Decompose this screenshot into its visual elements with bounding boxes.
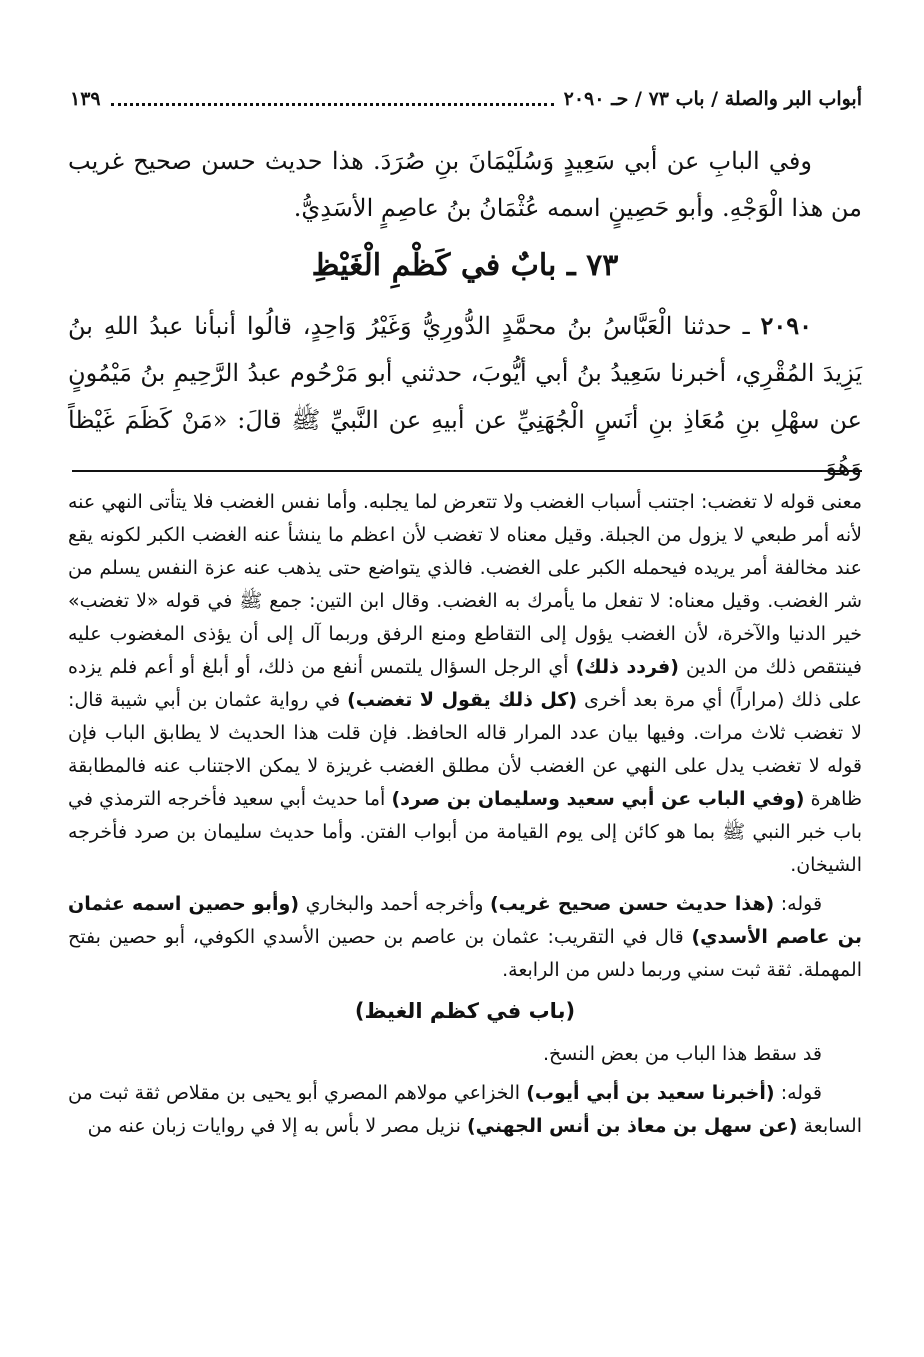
- page-number: ١٣٩: [70, 88, 101, 110]
- note-paragraph: [68, 888, 862, 987]
- note-text: قوله:: [780, 893, 823, 915]
- hadith-number: ٢٠٩٠: [760, 311, 812, 340]
- note-text: في رواية عثمان بن أبي شيبة قال: لا تغضب ثلاث مرات. وفيها بيان عدد المرار قاله الحافظ. فإن قلت هذا الحديث لا يطابق الباب فإن قوله لا تغضب يدل على النهي عن الغضب لأن مطلق الغضب غريزة لا يمكن الاجتناب عنه فالمطابقة ظاهرة: [68, 689, 863, 810]
- running-header: [70, 82, 862, 116]
- note-quote: (وأبو حصين اسمه عثمان بن عاصم الأسدي): [68, 893, 862, 948]
- note-quote: (هذا حديث حسن صحيح غريب): [490, 893, 775, 915]
- note-quote: (وفي الباب عن أبي سعيد وسليمان بن صرد): [391, 788, 805, 810]
- note-quote: (كل ذلك يقول لا تغضب): [347, 689, 578, 711]
- commentary-notes: [68, 486, 862, 1149]
- note-quote: (أخبرنا سعيد بن أبي أيوب): [526, 1082, 775, 1104]
- hadith-paragraph: [68, 302, 862, 491]
- note-quote: (فردد ذلك): [575, 656, 679, 678]
- main-text: [68, 138, 862, 491]
- note-text: وأخرجه أحمد والبخاري: [305, 893, 484, 915]
- note-text: معنى قوله لا تغضب: اجتنب أسباب الغضب ولا تتعرض لما يجلبه. وأما نفس الغضب فلا يتأتى النهي عنه لأنه أمر طبعي لا يزول من الجبلة. وقيل معناه لا تغضب لأن اعظم ما ينشأ عنه الغضب الكبر لكونه يقع عند مخالفة أمر يريده فيحمله الكبر على الغضب. فالذي يتواضع حتى يذهب عنه عزة النفس يسلم من شر الغضب. وقيل معناه: لا تفعل ما يأمرك به الغضب. وقال ابن التين: جمع ﷺ في قوله «لا تغضب» خير الدنيا والآخرة، لأن الغضب يؤول إلى التقاطع ومنع الرفق وربما آل إلى أن يؤذى المغضوب عليه فينتقص ذلك من الدين: [68, 491, 863, 678]
- note-section-title: (باب في كظم الغيظ): [354, 999, 576, 1023]
- note-paragraph: [68, 1077, 862, 1143]
- note-quote: (عن سهل بن معاذ بن أنس الجهني): [466, 1115, 798, 1137]
- footnote-divider: [72, 470, 862, 472]
- header-dot-leader: [111, 93, 554, 106]
- header-title: أبواب البر والصلة / باب ٧٣ / حـ ٢٠٩٠: [563, 88, 862, 110]
- note-paragraph: [68, 486, 862, 882]
- note-paragraph: قد سقط هذا الباب من بعض النسخ.: [542, 1043, 822, 1065]
- note-text: نزيل مصر لا بأس به إلا في روايات زبان عنه من: [87, 1115, 461, 1137]
- note-text: أما حديث أبي سعيد فأخرجه الترمذي في باب خبر النبي ﷺ بما هو كائن إلى يوم القيامة من أبواب الفتن. وأما حديث سليمان بن صرد فأخرجه الشيخان.: [68, 788, 862, 876]
- hadith-text: ـ حدثنا الْعَبَّاسُ بنُ محمَّدٍ الدُّورِيُّ وَغَيْرُ وَاحِدٍ، قالُوا أنبأنا عبدُ اللهِ بنُ يَزِيدَ المُقْرِي، أخبرنا سَعِيدُ بنُ أبي أيُّوبَ، حدثني أبو مَرْحُوم عبدُ الرَّحِيمِ بنُ مَيْمُونٍ عن سهْلِ بنِ مُعَاذِ بنِ أنَسٍ الْجُهَنِيِّ عن أبيهِ عن النَّبيِّ ﷺ قالَ: «مَنْ كَظَمَ غَيْظاً وَهُوَ: [68, 312, 862, 481]
- note-text: قوله:: [780, 1082, 822, 1104]
- note-text: الخزاعي مولاهم المصري أبو يحيى بن مقلاص ثقة ثبت من السابعة: [68, 1082, 862, 1137]
- main-paragraph: وفي البابِ عن أبي سَعِيدٍ وَسُلَيْمَانَ بنِ صُرَدَ. هذا حديث حسن صحيح غريب من هذا الْوَجْهِ. وأبو حَصِينٍ اسمه عُثْمَانُ بنُ عاصِمٍ الأسَدِيُّ.: [68, 147, 862, 222]
- note-text: أي الرجل السؤال يلتمس أنفع من ذلك، أو أبلغ أو أعم فلم يزده على ذلك (مراراً) أي مرة بعد أخرى: [68, 656, 862, 711]
- chapter-title: ٧٣ ـ بابٌ في كَظْمِ الْغَيْظِ: [311, 248, 619, 283]
- note-text: قال في التقريب: عثمان بن عاصم بن حصين الأسدي الكوفي، أبو حصين بفتح المهملة. ثقة ثبت سني وربما دلس من الرابعة.: [68, 926, 862, 981]
